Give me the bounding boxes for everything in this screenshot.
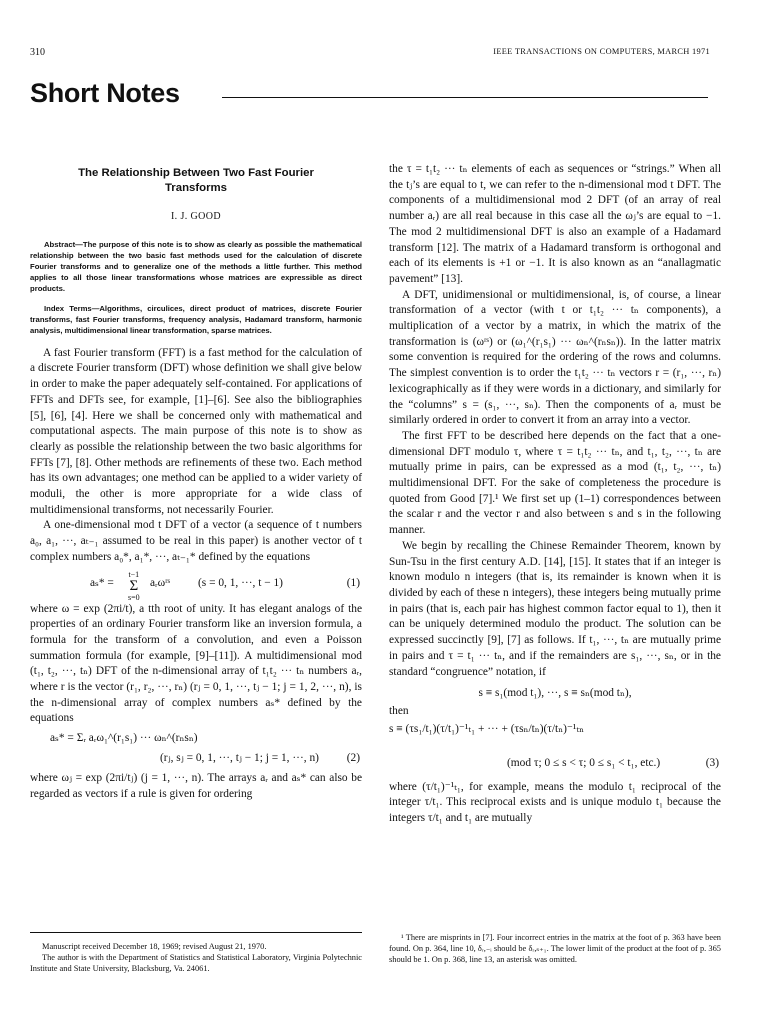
eq1-sum-sym: Σ	[129, 577, 139, 594]
eq1-sum	[128, 570, 140, 602]
paragraph: where ω = exp (2πi/t), a tth root of unity. It has elegant analogs of the properties of an ordinary Fourier transform like an inversion formula, a formula for the transform of a convolution, and even a Poisson summation formula (for example, [9]–[11]). A multidimensional mod (t₁, t₂, ···, tₙ) DFT of the n-dimensional array of t₁t₂ ··· tₙ numbers aᵣ, where r is the vector (r₁, r₂, ···, rₙ) (rⱼ = 0, 1, ···, tⱼ − 1; j = 1, 2, ···, n), is the n-dimensional array of complex numbers aₛ* defined by the equations	[30, 602, 362, 725]
eq1-lhs: aₛ* =	[90, 576, 114, 589]
paragraph: A fast Fourier transform (FFT) is a fast method for the calculation of a discrete Fourier transform (DFT) whose definition we shall give below in order to make the paper adequately self-contained. For applications of FFTs and DFTs see, for example, [1]–[6]. See also the bibliographies [5], [6], [4]. Here we shall be concerned only with mathematical and computational aspects. The main purpose of this note is to show as clearly as possible the relationship between the two basic algorithms for FFTs [7], [8]. Other methods are refinements of these two. Each method has its own advantages; one method can be applied to a wider variety of moduli, the other is more appropriate for a wide class of multidimensional transforms, not necessarily Fourier.	[30, 346, 362, 516]
article-author: I. J. GOOD	[170, 211, 222, 222]
eq2-lhs: aₛ* = Σᵣ aᵣω₁^(r₁s₁) ··· ωₙ^(rₙsₙ)	[50, 732, 198, 745]
eq2-number: (2)	[346, 752, 360, 765]
paragraph: where (τ/t₁)⁻¹ₜ₁, for example, means the modulo t₁ reciprocal of the integer τ/t₁. This reciprocal exists and is unique modulo t₁ because the integers τ/t₁ and t₁ are mutually	[389, 780, 721, 825]
running-head: IEEE TRANSACTIONS ON COMPUTERS, MARCH 1971	[493, 47, 710, 56]
section-rule	[222, 97, 708, 98]
paragraph: A one-dimensional mod t DFT of a vector (a sequence of t numbers a₀, a₁, ···, aₜ₋₁ assumed to be real in this paper) is another vector of t complex numbers a₀*, a₁*, ···, aₜ₋₁* defined by the equations	[30, 519, 362, 563]
footnote: The author is with the Department of Statistics and Statistical Laboratory, Virginia Polytechnic Institute and State University, Blacksburg, Va. 24061.	[30, 953, 362, 973]
eq1-range: (s = 0, 1, ···, t − 1)	[198, 576, 283, 589]
eq1-sum-top: t−1	[128, 569, 140, 579]
eq3-number: (3)	[705, 756, 719, 769]
page-number: 310	[30, 47, 45, 58]
equation-2	[30, 727, 362, 771]
then-word: then	[389, 704, 409, 717]
left-column	[30, 162, 362, 803]
footnote: Manuscript received December 18, 1969; revised August 21, 1970.	[42, 942, 267, 951]
eq1-number: (1)	[346, 576, 360, 589]
right-column	[389, 162, 721, 827]
congruence-line: s ≡ s₁(mod t₁), ···, s ≡ sₙ(mod tₙ),	[478, 687, 632, 700]
abstract: Abstract—The purpose of this note is to show as clearly as possible the mathematical relationship between the two basic fast methods used for the calculation of discrete Fourier transforms and to generalize one of the methods a little further. This method applies to all those linear transformations whose matrices are expressible as direct products.	[30, 239, 362, 293]
paragraph: A DFT, unidimensional or multidimensional, is, of course, a linear transformation of a vector (with t or t₁t₂ ··· tₙ components), a multiplication of a vector by a matrix, in which the matrix of the transformation is (ωʳˢ) or (ω₁^(r₁s₁) ··· ωₙ^(rₙsₙ)). In the latter matrix some convention is required for the ordering of the rows and columns. The simplest convention is to order the t₁t₂ ··· tₙ vectors r = (r₁, ···, rₙ) lexicographically as if they were words in a dictionary, and similarly for the “columns” s = (s₁, ···, sₙ). Then the components of aᵣ must be similarly ordered in order to convert it from an array into a vector.	[389, 288, 721, 427]
paragraph: where ωⱼ = exp (2πi/tⱼ) (j = 1, ···, n). The arrays aᵣ and aₛ* can also be regarded as vectors if a rule is given for ordering	[30, 772, 362, 800]
eq1-sum-bottom: s=0	[128, 592, 140, 602]
equation-1	[30, 566, 362, 602]
paragraph: The first FFT to be described here depends on the fact that a one-dimensional DFT modulo τ, where τ = t₁t₂ ··· tₙ, and t₁, t₂, ···, tₙ are mutually prime in pairs, can be expressed as a mod (t₁, t₂, ···, tₙ) multidimensional DFT. For the sake of completeness the procedure is quoted from Good [7].¹ We first set up (1–1) correspondences between the scalar r and the vector r and also between s and s in the following manner.	[389, 429, 721, 537]
eq3-range: (mod τ; 0 ≤ s < τ; 0 ≤ s₁ < t₁, etc.)	[507, 756, 661, 769]
footnotes-right	[389, 932, 721, 965]
index-terms: Index Terms—Algorithms, circulices, direct product of matrices, discrete Fourier transforms, fast Fourier transforms, frequency analysis, Hadamard transform, harmonic analysis, multidimensional linear transformation, sparse matrices.	[30, 303, 362, 335]
footnotes-left	[30, 932, 362, 974]
eq1-body: aᵣωʳˢ	[150, 576, 171, 589]
paragraph: We begin by recalling the Chinese Remainder Theorem, known by Sun-Tsu in the first century A.D. [14], [15]. It states that if an integer is known modulo n integers (that is, its remainder is known when it is divided by each of these n integers), these integers being mutually prime in pairs (that is, each pair has highest common factor equal to 1), then it can be uniquely determined modulo the product. The solution can be expressed succinctly [9], [7] as follows. If t₁, ···, tₙ are mutually prime in pairs and τ = t₁ ··· tₙ, and if the remainders are s₁, ···, sₙ, or in the standard “congruence” notation, if	[389, 539, 721, 678]
section-heading: Short Notes	[30, 78, 180, 108]
footnote: ¹ There are misprints in [7]. Four incorrect entries in the matrix at the foot of p. 363 have been found. On p. 364, line 10, δᵣ,₋ᵢ should be δᵣ,ₛ₊₁. The lower limit of the product at the foot of p. 365 should be 1. On p. 368, line 13, an asterisk was omitted.	[389, 933, 721, 964]
equation-3	[389, 720, 721, 780]
eq3-lhs: s ≡ (τs₁/t₁)(τ/t₁)⁻¹ₜ₁ + ··· + (τsₙ/tₙ)(τ/tₙ)⁻¹ₜₙ	[389, 722, 585, 735]
eq2-range: (rⱼ, sⱼ = 0, 1, ···, tⱼ − 1; j = 1, ···, n)	[160, 752, 319, 765]
paragraph: the τ = t₁t₂ ··· tₙ elements of each as sequences or “strings.” When all the tⱼ’s are equal to t, we can refer to the n-dimensional mod t DFT. The components of a multidimensional mod 2 DFT (of an array of real number aᵣ) are all real because in this case all the ωⱼ’s are equal to −1. The mod 2 multidimensional DFT is also an example of a Hadamard transform [12]. The matrix of a Hadamard transform is orthogonal and each of its elements is +1 or −1. It is also known as an “anallagmatic pavement” [13].	[389, 163, 721, 285]
article-title: The Relationship Between Two Fast Fourier Transforms	[78, 167, 314, 194]
